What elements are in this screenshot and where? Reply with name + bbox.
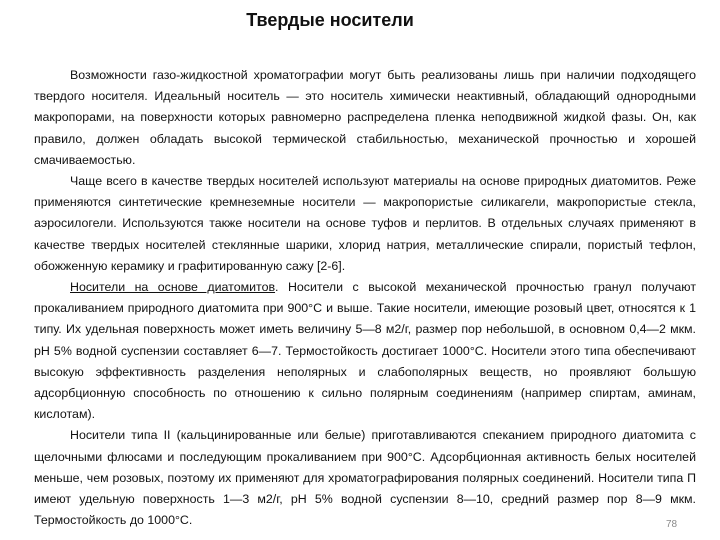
diatomite-carriers-text: . Носители с высокой механической прочностью гранул получают прокаливанием природного диатомита при 900°С и выше. Такие носители, имеющие розовый цвет, относятся к 1 типу. Их удельная поверхность может иметь величину 5—8 м2/г, размер пор небольшой, в основном 0,4—2 мкм. рН 5% водной суспензии составляет 6—7. Термостойкость достигает 1000°С. Носители этого типа обеспечивают высокую эффективность разделения неполярных и слабополярных веществ, но проявляют большую адсорбционную способность по отношению к сильно полярным соединениям (например спиртам, аминам, кислотам). — [34, 280, 697, 422]
page-number: 78 — [666, 519, 678, 530]
slide-title: Твердые носители — [246, 10, 414, 30]
diatomite-carriers-heading: Носители на основе диатомитов — [70, 280, 276, 295]
paragraph-type-ii-carriers: Носители типа II (кальцинированные или белые) приготавливаются спеканием природного диатомита с щелочными флюсами и последующим прокаливанием при 900°С. Адсорбционная активность белых носителей меньше, чем розовых, поэтому их применяют для хроматографирования полярных соединений. Носители типа П имеют удельную поверхность 1—3 м2/г, рН 5% водной суспензии 8—10, средний размер пор 8—9 мкм. Термостойкость до 1000°С. — [34, 428, 696, 528]
paragraph-carriers-materials: Чаще всего в качестве твердых носителей используют материалы на основе природных диатомитов. Реже применяются синтетические кремнеземные носители — макропористые силикагели, макропористые стекла, аэросилогели. Используются также носители на основе туфов и перлитов. В отдельных случаях применяют в качестве твердых носителей стеклянные шарики, хлорид натрия, металлические спирали, пористый тефлон, обожженную керамику и графитированную сажу [2-6]. — [34, 174, 696, 273]
body-text — [34, 65, 696, 531]
paragraph-intro: Возможности газо-жидкостной хроматографии могут быть реализованы лишь при наличии подходящего твердого носителя. Идеальный носитель — это носитель химически неактивный, обладающий однородными макропорами, на поверхности которых равномерно распределена пленка неподвижной жидкой фазы. Он, как правило, должен обладать высокой термической стабильностью, механической прочностью и хорошей смачиваемостью. — [34, 68, 696, 167]
paragraph-diatomite-carriers — [34, 277, 696, 425]
